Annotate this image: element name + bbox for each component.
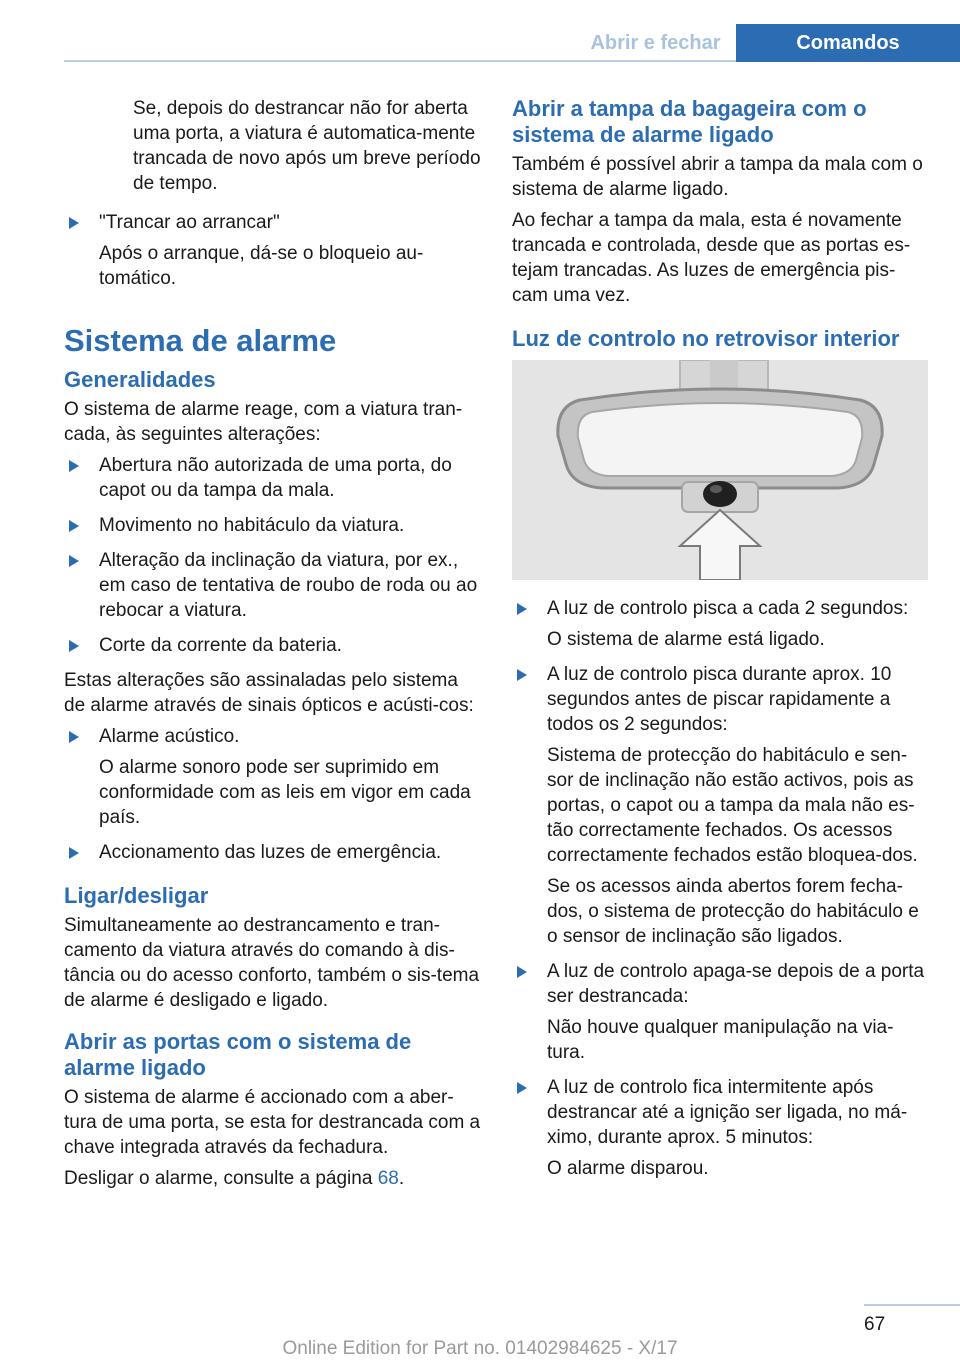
list-item-desc: Se os acessos ainda abertos forem fecha-dos, o sistema de protecção do habitáculo e o sensor de inclinação são ligados. [547, 876, 919, 947]
continuation-list [64, 210, 482, 291]
generalidades-heading: Generalidades [64, 367, 216, 392]
edition-footer: Online Edition for Part no. 01402984625 - X/17 [282, 1338, 678, 1359]
luz-heading: Luz de controlo no retrovisor interior [512, 326, 900, 351]
alteracoes-list [64, 453, 482, 658]
portas-text: O sistema de alarme é accionado com a aber-tura de uma porta, se esta for destrancada com a chave integrada através da fechadura. [64, 1087, 481, 1158]
list-item-text: A luz de controlo pisca durante aprox. 10 segundos antes de piscar rapidamente a todos os 2 segundos: [547, 664, 892, 735]
page-number: 67 [864, 1314, 886, 1335]
sinais-text: Estas alterações são assinaladas pelo sistema de alarme através de sinais ópticos e acústi-cos: [64, 670, 474, 716]
list-item-desc: Após o arranque, dá-se o bloqueio au-tomático. [99, 243, 424, 289]
list-item: Abertura não autorizada de uma porta, do capot ou da tampa da mala. [64, 453, 482, 503]
page-reference-link[interactable]: 68 [377, 1168, 399, 1189]
page-title: Sistema de alarme [64, 323, 337, 358]
list-item [512, 959, 930, 1065]
ligar-text: Simultaneamente ao destrancamento e tran-camento da viatura através do comando à dis-tância ou do acesso conforto, também o sis-tema de alarme é desligado e ligado. [64, 915, 480, 1011]
continuation-paragraph: Se, depois do destrancar não for aberta uma porta, a viatura é automatica-mente trancada de novo após um breve período de tempo. [133, 98, 481, 194]
right-column [512, 96, 930, 1191]
list-item-text: "Trancar ao arrancar" [99, 212, 280, 233]
list-item-text: A luz de controlo fica intermitente após destrancar até a ignição ser ligada, no má-ximo, durante aprox. 5 minutos: [547, 1077, 908, 1148]
list-item-desc: O alarme sonoro pode ser suprimido em conformidade com as leis em vigor em cada país. [99, 757, 471, 828]
tampa-heading: Abrir a tampa da bagageira com o sistema de alarme ligado [512, 96, 867, 147]
list-item-desc: O alarme disparou. [547, 1158, 709, 1179]
portas-heading: Abrir as portas com o sistema de alarme ligado [64, 1029, 412, 1080]
list-item [64, 210, 482, 291]
footer-rule [864, 1304, 960, 1306]
section-tab[interactable]: Abrir e fechar [590, 31, 721, 54]
desligar-end: . [398, 1168, 405, 1189]
list-item [64, 724, 482, 830]
luz-list [512, 596, 930, 1181]
rearview-mirror-figure [512, 360, 928, 580]
list-item: Movimento no habitáculo da viatura. [64, 513, 482, 538]
list-item-text: Alarme acústico. [99, 726, 240, 747]
list-item [512, 1075, 930, 1181]
left-column [64, 96, 482, 1197]
sinais-list [64, 724, 482, 865]
list-item: Alteração da inclinação da viatura, por ex., em caso de tentativa de roubo de roda ou ao rebocar a viatura. [64, 548, 482, 623]
list-item: Corte da corrente da bateria. [64, 633, 482, 658]
list-item: Accionamento das luzes de emergência. [64, 840, 482, 865]
desligar-label: Desligar o alarme, consulte a página [64, 1168, 373, 1189]
list-item [512, 596, 930, 652]
list-item-text: A luz de controlo pisca a cada 2 segundos: [547, 598, 909, 619]
list-item-text: A luz de controlo apaga-se depois de a porta ser destrancada: [547, 961, 925, 1007]
list-item-desc: O sistema de alarme está ligado. [547, 629, 825, 650]
desligar-text [64, 1166, 482, 1191]
generalidades-text: O sistema de alarme reage, com a viatura tran-cada, às seguintes alterações: [64, 399, 463, 445]
tampa-text-2: Ao fechar a tampa da mala, esta é novamente trancada e controlada, desde que as portas es-tejam trancadas. As luzes de emergência pis-cam uma vez. [512, 210, 911, 306]
tampa-text-1: Também é possível abrir a tampa da mala com o sistema de alarme ligado. [512, 154, 923, 200]
list-item [512, 662, 930, 949]
list-item-desc: Sistema de protecção do habitáculo e sen-sor de inclinação não estão activos, pois as portas, o capot ou a tampa da mala não es-tão correctamente fechados. Os acessos correctamente fechados estão bloquea-dos. [547, 745, 918, 866]
ligar-heading: Ligar/desligar [64, 883, 209, 908]
list-item-desc: Não houve qualquer manipulação na via-tura. [547, 1017, 894, 1063]
chapter-tab[interactable]: Comandos [736, 24, 960, 62]
